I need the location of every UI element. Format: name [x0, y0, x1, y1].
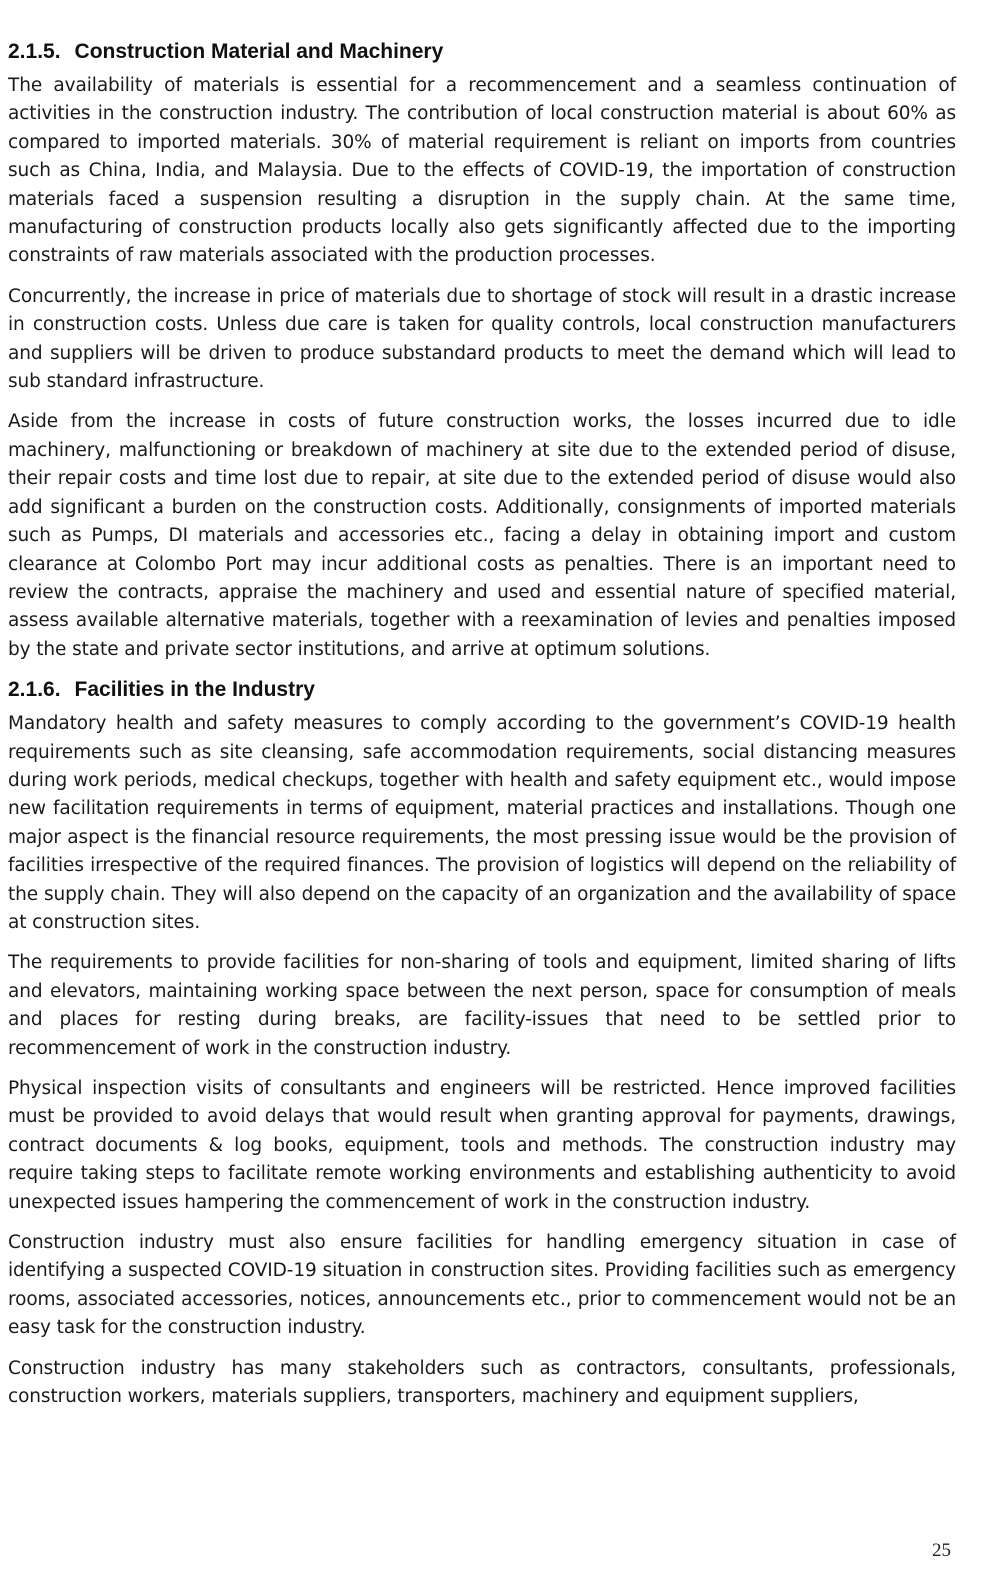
paragraph: Aside from the increase in costs of future construction works, the losses incurred due to idle machinery, malfunctioning or breakdown of machinery at site due to the extended period of disuse, their repair costs and time lost due to repair, at site due to the extended period of disuse would also add significant a burden on the construction costs. Additionally, consignments of imported materials such as Pumps, DI materials and accessories etc., facing a delay in obtaining import and custom clearance at Colombo Port may incur additional costs as penalties. There is an important need to review the contracts, appraise the machinery and used and essential nature of specified material, assess available alternative materials, together with a reexamination of levies and penalties imposed by the state and private sector institutions, and arrive at optimum solutions. [8, 411, 956, 660]
section-title: Facilities in the Industry [74, 678, 315, 702]
section-title: Construction Material and Machinery [74, 40, 444, 63]
paragraph: The availability of materials is essential for a recommencement and a seamless continuation of activities in the construction industry. The contribution of local construction material is about 60% as compared to imported materials. 30% of material requirement is reliant on imports from countries such as China, India, and Malaysia. Due to the effects of COVID-19, the importation of construction materials faced a suspension resulting a disruption in the supply chain. At the same time, manufacturing of construction products locally also gets significantly affected due to the importing constraints of raw materials associated with the production processes. [8, 75, 956, 267]
section-construction-material [8, 38, 956, 664]
paragraph: Construction industry has many stakeholders such as contractors, consultants, professionals, construction workers, materials suppliers, transporters, machinery and equipment suppliers, [8, 1357, 956, 1408]
section-heading [8, 676, 956, 704]
paragraph: Mandatory health and safety measures to comply according to the government’s COVID-19 health requirements such as site cleansing, safe accommodation requirements, social distancing measures during work periods, medical checkups, together with health and safety equipment etc., would impose new facilitation requirements in terms of equipment, material practices and installations. Though one major aspect is the financial resource requirements, the most pressing issue would be the provision of facilities irrespective of the required finances. The provision of logistics will depend on the reliability of the supply chain. They will also depend on the capacity of an organization and the availability of space at construction sites. [8, 713, 956, 933]
section-heading [8, 38, 956, 66]
page-number: 25 [932, 1540, 951, 1561]
section-number: 2.1.6. [8, 678, 61, 702]
section-number: 2.1.5. [8, 40, 61, 63]
document-page [8, 38, 956, 1423]
section-facilities [8, 676, 956, 1411]
paragraph: The requirements to provide facilities for non-sharing of tools and equipment, limited sharing of lifts and elevators, maintaining working space between the next person, space for consumption of meals and places for resting during breaks, are facility-issues that need to be settled prior to recommencement of work in the construction industry. [8, 952, 956, 1059]
paragraph: Physical inspection visits of consultants and engineers will be restricted. Hence improved facilities must be provided to avoid delays that would result when granting approval for payments, drawings, contract documents & log books, equipment, tools and methods. The construction industry may require taking steps to facilitate remote working environments and establishing authenticity to avoid unexpected issues hampering the commencement of work in the construction industry. [8, 1078, 956, 1213]
paragraph: Construction industry must also ensure facilities for handling emergency situation in case of identifying a suspected COVID-19 situation in construction sites. Providing facilities such as emergency rooms, associated accessories, notices, announcements etc., prior to commencement would not be an easy task for the construction industry. [8, 1232, 956, 1339]
paragraph: Concurrently, the increase in price of materials due to shortage of stock will result in a drastic increase in construction costs. Unless due care is taken for quality controls, local construction manufacturers and suppliers will be driven to produce substandard products to meet the demand which will lead to sub standard infrastructure. [8, 285, 956, 393]
